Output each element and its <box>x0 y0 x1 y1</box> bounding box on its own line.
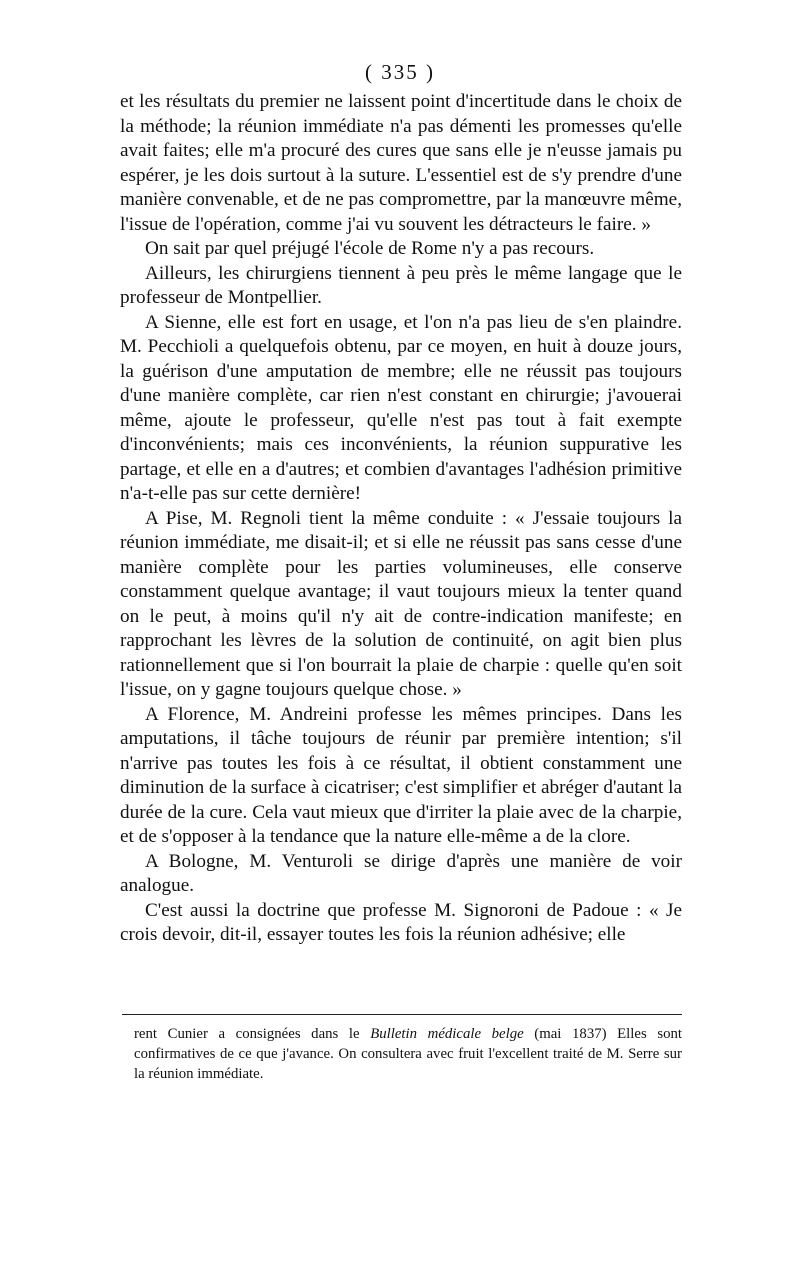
paragraph-padoue: C'est aussi la doctrine que professe M. Signoroni de Padoue : « Je crois devoir, dit-il, essayer toutes les fois la réunion adhésive; elle <box>120 899 682 945</box>
paragraph-florence: A Florence, M. Andreini professe les mêmes principes. Dans les amputations, il tâche toujours de réunir par première intention; s'il n'arrive pas toutes les fois à ce résultat, il obtient constamment une diminution de la surface à cicatriser; c'est simplifier et abréger d'autant la durée de la cure. Cela vaut mieux que d'irriter la plaie avec de la charpie, et de s'opposer à la tendance que la nature elle-même a de la clore. <box>120 703 682 847</box>
paragraph-sienne: A Sienne, elle est fort en usage, et l'on n'a pas lieu de s'en plaindre. M. Pecchioli a quelquefois obtenu, par ce moyen, en huit à douze jours, la guérison d'une amputation de membre; elle ne réussit pas toujours d'une manière complète, car rien n'est constant en chirurgie; j'avouerai même, ajoute le professeur, qu'elle n'est pas tout à fait exempte d'inconvénients; mais ces inconvénients, la réunion suppurative les partage, et elle en a d'autres; et combien d'avantages l'adhésion primitive n'a-t-elle pas sur cette dernière! <box>120 311 682 504</box>
paragraph-rome: On sait par quel préjugé l'école de Rome n'y a pas recours. <box>145 238 595 259</box>
main-text <box>120 90 682 948</box>
paragraph-continuation: et les résultats du premier ne laissent point d'incertitude dans le choix de la méthode; la réunion immédiate n'a pas démenti les promesses qu'elle avait faites; elle m'a procuré des cures que sans elle je n'eusse jamais pu espérer, je les dois surtout à la suture. L'essentiel est de s'y prendre d'une manière convenable, et de ne pas compromettre, par la manœuvre même, l'issue de l'opération, comme j'ai vu souvent les détracteurs le faire. » <box>120 91 682 235</box>
footnote-text-after: (mai 1837) Elles sont confirmatives de ce que j'avance. On consultera avec fruit l'excellent traité de M. Serre sur la réunion immédiate. <box>134 1026 683 1082</box>
page-number: ( 335 ) <box>365 60 435 84</box>
footnote-journal-title: Bulletin médicale belge <box>370 1026 524 1042</box>
paragraph-ailleurs: Ailleurs, les chirurgiens tiennent à peu près le même langage que le professeur de Montpellier. <box>120 262 682 308</box>
paragraph-pise: A Pise, M. Regnoli tient la même conduite : « J'essaie toujours la réunion immédiate, me disait-il; et si elle ne réussit pas sans cesse d'une manière complète pour les parties volumineuses, elle conserve constamment quelque avantage; il vaut toujours mieux la tenter quand on le peut, à moins qu'il n'y ait de contre-indication manifeste; en rapprochant les lèvres de la solution de continuité, on agit bien plus rationnellement que si l'on bourrait la plaie de charpie : quelle qu'en soit l'issue, on y gagne toujours quelque chose. » <box>120 507 682 700</box>
footnote-text <box>134 1024 682 1084</box>
footnote <box>134 1024 682 1084</box>
footnote-text-before: rent Cunier a consignées dans le <box>134 1026 371 1042</box>
footnote-rule <box>122 1014 682 1015</box>
paragraph-bologne: A Bologne, M. Venturoli se dirige d'après une manière de voir analogue. <box>120 850 682 896</box>
